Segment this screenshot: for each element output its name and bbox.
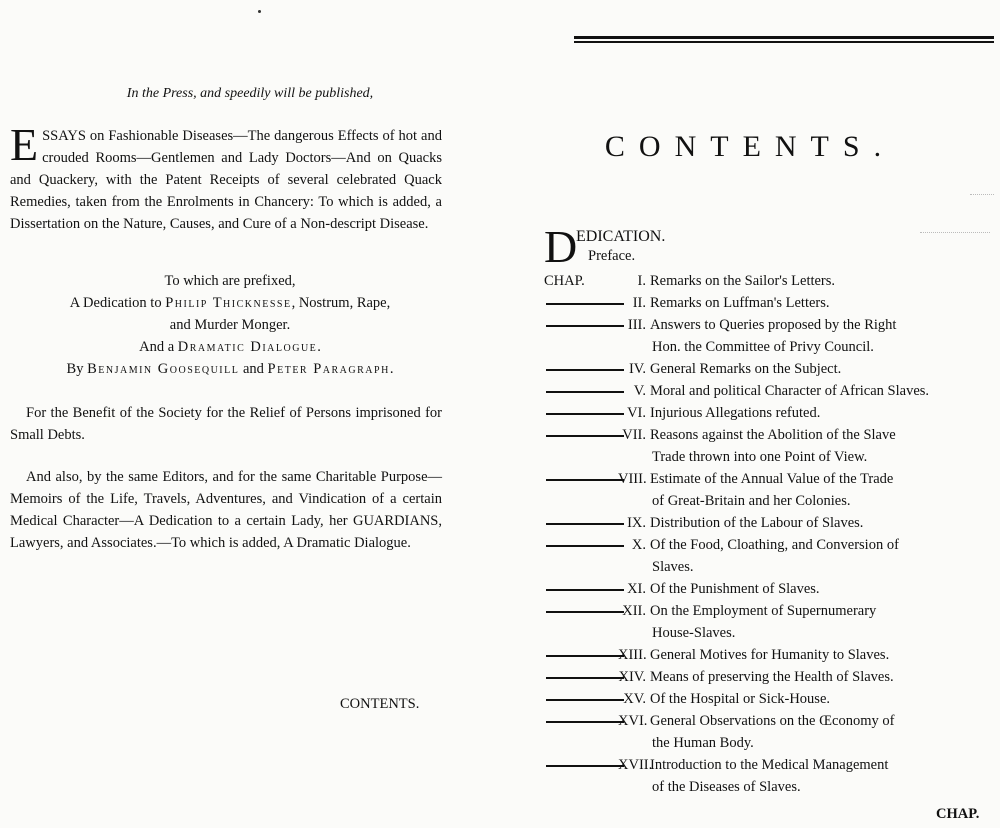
chapter-title-continued: of the Diseases of Slaves. — [652, 779, 801, 795]
toc-row — [544, 600, 1000, 644]
also-paragraph: And also, by the same Editors, and for the same Charitable Purpose—Memoirs of the Life, Travels, Adventures, and Vindication of a certain Medical Character—A Dedication to a certain Lady, her GUARDIANS, Lawyers, and Associates.—To which is added, A Dramatic Dialogue. — [10, 469, 442, 551]
chapter-title-continued: Hon. the Committee of Privy Council. — [652, 339, 874, 355]
leader-rule — [544, 512, 624, 534]
essays-text: SSAYS on Fashionable Diseases—The dangerous Effects of hot and crouded Rooms—Gentlemen and Lady Doctors—And on Quacks and Quackery, with the Patent Receipts of several celebrated Quack Remedies, taken from the Enrolments in Chancery: To which is added, a Dissertation on the Nature, Causes, and Cure of a Non-descript Disease. — [10, 128, 442, 232]
contents-title: CONTENTS. — [604, 130, 896, 163]
toc-row — [544, 710, 1000, 754]
chapter-number: XI. — [627, 581, 646, 597]
chapter-number: XV. — [623, 691, 646, 707]
table-of-contents — [544, 221, 1000, 798]
chapter-number: IX. — [627, 515, 646, 531]
leader-rule — [544, 358, 624, 380]
faint-marks — [970, 194, 994, 195]
leader-rule — [544, 666, 624, 688]
dedication-text: A Dedication to — [69, 295, 166, 311]
chapter-title: Distribution of the Labour of Slaves. — [650, 515, 864, 531]
leader-rule — [544, 754, 624, 776]
chapter-title: Answers to Queries proposed by the Right — [650, 317, 897, 333]
chapter-title: Estimate of the Annual Value of the Trade — [650, 471, 894, 487]
chapter-number: XIV. — [618, 669, 646, 685]
dialogue-period: . — [317, 339, 321, 355]
chapter-number: X. — [631, 537, 646, 553]
chapter-title: Of the Food, Cloathing, and Conversion of — [650, 537, 899, 553]
prefixed-line-1: To which are prefixed, — [164, 273, 296, 289]
drop-cap-d: D — [544, 221, 578, 272]
chapter-title: General Observations on the Œconomy of — [650, 713, 895, 729]
toc-row — [544, 380, 1000, 402]
leader-rule — [544, 534, 624, 556]
chapter-title: Reasons against the Abolition of the Slave — [650, 427, 896, 443]
chapter-number: I. — [637, 273, 646, 289]
leader-rule — [544, 424, 624, 446]
toc-row — [544, 292, 1000, 314]
chapter-title-continued: of Great-Britain and her Colonies. — [652, 493, 851, 509]
chapter-number: VII. — [622, 427, 646, 443]
toc-row — [544, 314, 1000, 358]
toc-row — [544, 688, 1000, 710]
chapter-title-continued: the Human Body. — [652, 735, 754, 751]
toc-row — [544, 534, 1000, 578]
chapter-number: XVII. — [618, 757, 653, 773]
toc-row — [544, 666, 1000, 688]
byline-period: . — [389, 361, 394, 377]
dedication-epithets: , Nostrum, Rape, — [291, 295, 391, 311]
prefixed-block — [0, 270, 460, 380]
double-rule — [574, 36, 994, 43]
chapter-title: Introduction to the Medical Management — [650, 757, 889, 773]
chapter-title: General Motives for Humanity to Slaves. — [650, 647, 890, 663]
leader-rule — [544, 688, 624, 710]
essays-paragraph — [10, 119, 442, 235]
toc-row — [544, 358, 1000, 380]
chap-label: CHAP. — [544, 273, 585, 289]
dedication-entry — [544, 221, 1000, 272]
by-prefix: By — [66, 361, 88, 377]
dialogue-prefix: And a — [139, 339, 178, 355]
chapter-title: Moral and political Character of African Slaves. — [650, 383, 930, 399]
leader-rule — [544, 600, 624, 622]
chapter-number: XIII. — [618, 647, 647, 663]
author-paragraph: Peter Paragraph — [267, 361, 390, 377]
chapter-number: VI. — [627, 405, 646, 421]
chapter-title: On the Employment of Supernumerary — [650, 603, 877, 619]
chapter-title-continued: Trade thrown into one Point of View. — [652, 449, 868, 465]
chapter-number: II. — [632, 295, 646, 311]
toc-row — [544, 270, 1000, 292]
toc-row — [544, 754, 1000, 798]
toc-row — [544, 512, 1000, 534]
chapter-title: Means of preserving the Health of Slaves. — [650, 669, 894, 685]
chapter-number: IV. — [628, 361, 646, 377]
prefixed-line-4 — [0, 336, 460, 358]
author-goosequill: Benjamin Goosequill — [87, 361, 240, 377]
toc-row — [544, 644, 1000, 666]
prefixed-line-5 — [0, 358, 460, 380]
chapter-title: Remarks on Luffman's Letters. — [650, 295, 830, 311]
chapter-title: General Remarks on the Subject. — [650, 361, 842, 377]
leader-rule — [544, 402, 624, 424]
drop-cap-e: E — [10, 119, 39, 170]
chapter-title-continued: House-Slaves. — [652, 625, 736, 641]
chapter-number: XII. — [622, 603, 646, 619]
dedication-label: EDICATION. — [576, 228, 666, 245]
and-joiner: and — [239, 361, 268, 377]
prefixed-line-3: and Murder Monger. — [169, 317, 291, 333]
toc-row — [544, 578, 1000, 600]
press-notice: In the Press, and speedily will be published, — [126, 86, 374, 101]
catchword-contents: CONTENTS. — [340, 696, 420, 712]
chapter-number: XVI. — [618, 713, 648, 729]
leader-rule — [544, 710, 624, 732]
leader-rule — [544, 380, 624, 402]
prefixed-line-2 — [0, 292, 460, 314]
chapter-number: III. — [627, 317, 646, 333]
chapter-title-continued: Slaves. — [652, 559, 694, 575]
toc-row — [544, 468, 1000, 512]
right-page — [500, 0, 1000, 828]
leader-rule — [544, 314, 624, 336]
dramatic-dialogue-label: Dramatic Dialogue — [177, 339, 318, 355]
chapter-title: Injurious Allegations refuted. — [650, 405, 821, 421]
chapter-number: V. — [633, 383, 646, 399]
author-name-thicknesse: Philip Thicknesse — [165, 295, 292, 311]
benefit-paragraph: For the Benefit of the Society for the Relief of Persons imprisoned for Small Debts. — [10, 405, 442, 443]
chapter-title: Of the Punishment of Slaves. — [650, 581, 820, 597]
leader-rule — [544, 292, 624, 314]
leader-rule — [544, 644, 624, 666]
leader-rule — [544, 578, 624, 600]
leader-rule — [544, 468, 624, 490]
chapter-list — [544, 270, 1000, 798]
preface-label: Preface. — [588, 248, 636, 264]
toc-row — [544, 424, 1000, 468]
ink-speck — [258, 10, 261, 13]
chapter-number: VIII. — [618, 471, 647, 487]
catchword-chap: CHAP. — [936, 806, 980, 822]
toc-row — [544, 402, 1000, 424]
chapter-title: Remarks on the Sailor's Letters. — [650, 273, 836, 289]
chapter-title: Of the Hospital or Sick-House. — [650, 691, 831, 707]
